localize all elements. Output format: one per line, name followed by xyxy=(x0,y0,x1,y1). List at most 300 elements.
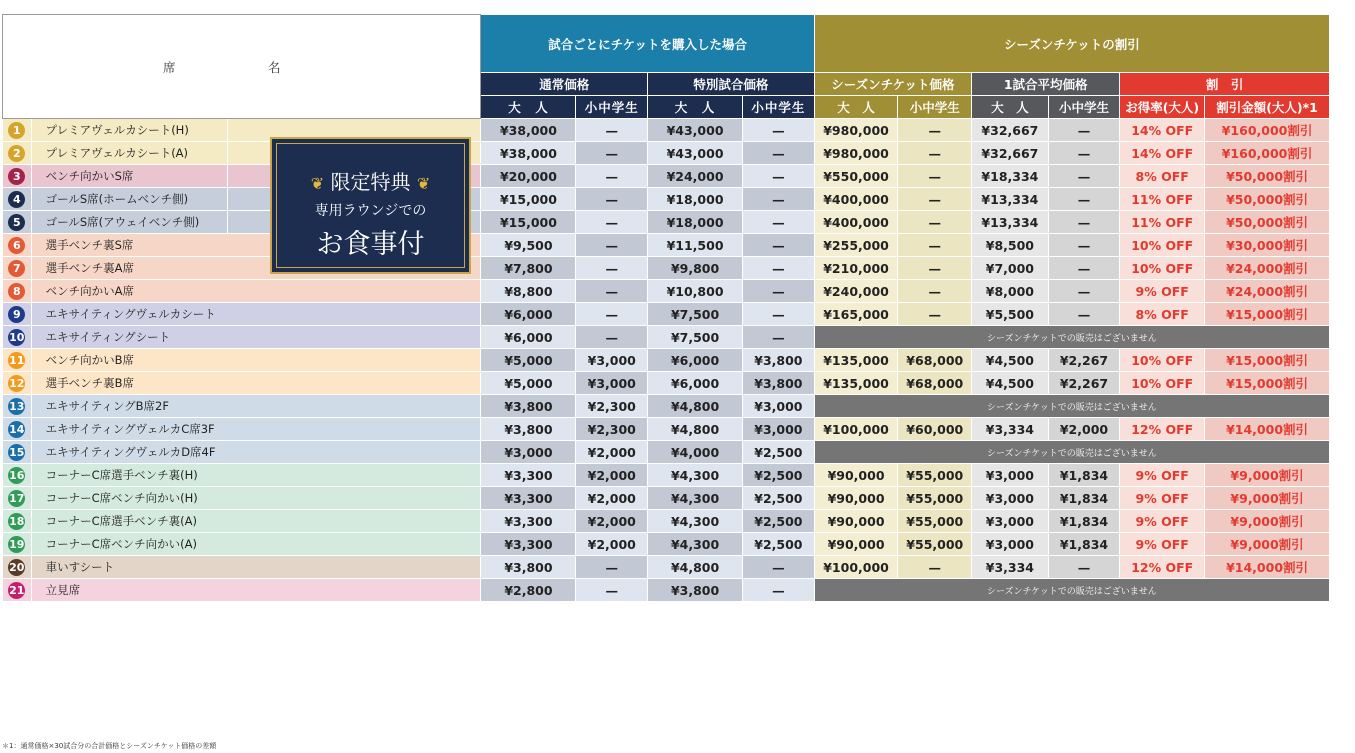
seat-number-badge: 18 xyxy=(9,514,25,528)
no-season-ticket-note: シーズンチケットでの販売はございません xyxy=(814,326,1329,349)
reg-c-cell: ¥2,000 xyxy=(576,487,648,510)
av-a-cell: ¥3,000 xyxy=(972,464,1049,487)
ss-c-cell: — xyxy=(898,119,972,142)
sp-c-cell: — xyxy=(743,119,815,142)
ss-c-cell: ¥60,000 xyxy=(898,418,972,441)
seat-number-badge: 4 xyxy=(8,191,25,208)
avg-price-header: 1試合平均価格 xyxy=(972,73,1120,96)
table-row xyxy=(3,234,1330,257)
seat-number-cell xyxy=(3,188,32,211)
reg-c-cell: — xyxy=(576,142,648,165)
ss-a-cell: ¥90,000 xyxy=(814,464,898,487)
seat-name: エキサイティングシート xyxy=(31,326,481,349)
seat-name: エキサイティングヴェルカC席3F xyxy=(31,418,481,441)
reg-c-cell: — xyxy=(576,165,648,188)
deal-rate: 11% OFF xyxy=(1120,188,1205,211)
sp-c-cell: ¥2,500 xyxy=(743,533,815,556)
promo-box xyxy=(270,137,471,274)
seat-number-badge: 9 xyxy=(8,306,25,323)
ss-a-cell: ¥210,000 xyxy=(814,257,898,280)
sp-c-cell: — xyxy=(743,556,815,579)
adult-header: 大 人 xyxy=(481,96,576,119)
table-row xyxy=(3,579,1330,602)
deal-rate: 8% OFF xyxy=(1120,165,1205,188)
reg-c-cell: — xyxy=(576,579,648,602)
season-ticket-price-table xyxy=(2,14,1330,602)
footnote: ＊1：通常価格×30試合分の合計価格とシーズンチケット価格の差額 xyxy=(2,742,217,750)
table-row xyxy=(3,372,1330,395)
discount-amount: ¥14,000割引 xyxy=(1205,418,1330,441)
ss-c-cell: — xyxy=(898,257,972,280)
discount-amount: ¥24,000割引 xyxy=(1205,280,1330,303)
reg-c-cell: — xyxy=(576,303,648,326)
ss-c-cell: — xyxy=(898,556,972,579)
deal-rate: 10% OFF xyxy=(1120,234,1205,257)
sp-c-cell: — xyxy=(743,257,815,280)
table-row xyxy=(3,533,1330,556)
reg-a-cell: ¥2,800 xyxy=(481,579,576,602)
seat-number-cell xyxy=(3,579,32,602)
sp-a-cell: ¥7,500 xyxy=(648,303,743,326)
discount-amount-header: 割引金額(大人)*1 xyxy=(1205,96,1330,119)
per-game-header: 試合ごとにチケットを購入した場合 xyxy=(481,15,814,73)
seat-number-badge: 2 xyxy=(8,145,25,162)
child-header: 小中学生 xyxy=(576,96,648,119)
table-row xyxy=(3,303,1330,326)
av-a-cell: ¥7,000 xyxy=(972,257,1049,280)
regular-price-header: 通常価格 xyxy=(481,73,648,96)
reg-c-cell: ¥2,000 xyxy=(576,510,648,533)
adult-header: 大 人 xyxy=(972,96,1049,119)
sp-a-cell: ¥18,000 xyxy=(648,211,743,234)
seat-number-cell xyxy=(3,234,32,257)
child-header: 小中学生 xyxy=(1048,96,1120,119)
av-a-cell: ¥13,334 xyxy=(972,211,1049,234)
reg-a-cell: ¥38,000 xyxy=(481,142,576,165)
seat-number-cell xyxy=(3,487,32,510)
av-c-cell: ¥2,267 xyxy=(1048,349,1120,372)
discount-amount: ¥50,000割引 xyxy=(1205,165,1330,188)
sp-c-cell: — xyxy=(743,326,815,349)
seat-number-badge: 14 xyxy=(9,422,25,436)
discount-amount: ¥160,000割引 xyxy=(1205,119,1330,142)
seat-number-badge: 8 xyxy=(8,283,25,300)
seat-number-cell xyxy=(3,510,32,533)
deal-rate: 12% OFF xyxy=(1120,556,1205,579)
sp-c-cell: ¥2,500 xyxy=(743,464,815,487)
seat-name: コーナーC席選手ベンチ裏(H) xyxy=(31,464,481,487)
deal-rate: 10% OFF xyxy=(1120,349,1205,372)
ss-c-cell: — xyxy=(898,188,972,211)
discount-amount: ¥15,000割引 xyxy=(1205,303,1330,326)
av-a-cell: ¥3,334 xyxy=(972,418,1049,441)
seat-name-header: 席 名 xyxy=(3,15,481,119)
sp-a-cell: ¥3,800 xyxy=(648,579,743,602)
seat-number-badge: 1 xyxy=(8,122,25,139)
seat-name: コーナーC席ベンチ向かい(H) xyxy=(31,487,481,510)
deal-rate: 10% OFF xyxy=(1120,372,1205,395)
reg-a-cell: ¥3,300 xyxy=(481,487,576,510)
table-row xyxy=(3,349,1330,372)
table-row xyxy=(3,418,1330,441)
ss-c-cell: — xyxy=(898,165,972,188)
seat-number-badge: 11 xyxy=(9,353,25,367)
seat-number-cell xyxy=(3,349,32,372)
seat-name: エキサイティングヴェルカD席4F xyxy=(31,441,481,464)
av-a-cell: ¥3,000 xyxy=(972,487,1049,510)
discount-amount: ¥9,000割引 xyxy=(1205,533,1330,556)
av-c-cell: — xyxy=(1048,165,1120,188)
reg-a-cell: ¥3,800 xyxy=(481,556,576,579)
av-a-cell: ¥4,500 xyxy=(972,372,1049,395)
seat-number-cell xyxy=(3,418,32,441)
season-price-header: シーズンチケット価格 xyxy=(814,73,971,96)
ss-c-cell: ¥55,000 xyxy=(898,533,972,556)
seat-number-cell xyxy=(3,441,32,464)
discount-amount: ¥50,000割引 xyxy=(1205,188,1330,211)
wheat-icon: ❦ xyxy=(310,174,325,193)
ss-a-cell: ¥90,000 xyxy=(814,533,898,556)
av-c-cell: — xyxy=(1048,280,1120,303)
ss-c-cell: — xyxy=(898,211,972,234)
reg-c-cell: ¥2,300 xyxy=(576,395,648,418)
seat-number-cell xyxy=(3,395,32,418)
sp-a-cell: ¥4,300 xyxy=(648,487,743,510)
deal-rate: 12% OFF xyxy=(1120,418,1205,441)
sp-c-cell: — xyxy=(743,142,815,165)
seat-name: 立見席 xyxy=(31,579,481,602)
table-row xyxy=(3,142,1330,165)
seat-number-cell xyxy=(3,533,32,556)
deal-rate-header: お得率(大人) xyxy=(1120,96,1205,119)
adult-header: 大 人 xyxy=(814,96,898,119)
sp-c-cell: — xyxy=(743,234,815,257)
table-row xyxy=(3,441,1330,464)
av-c-cell: — xyxy=(1048,188,1120,211)
table-row xyxy=(3,326,1330,349)
reg-a-cell: ¥5,000 xyxy=(481,372,576,395)
deal-rate: 10% OFF xyxy=(1120,257,1205,280)
sp-c-cell: — xyxy=(743,579,815,602)
seat-name: 選手ベンチ裏B席 xyxy=(31,372,481,395)
seat-number-badge: 5 xyxy=(8,214,25,231)
reg-a-cell: ¥8,800 xyxy=(481,280,576,303)
av-a-cell: ¥5,500 xyxy=(972,303,1049,326)
promo-title xyxy=(277,166,464,195)
sp-a-cell: ¥4,800 xyxy=(648,418,743,441)
av-c-cell: — xyxy=(1048,142,1120,165)
seat-number-cell xyxy=(3,372,32,395)
table-row xyxy=(3,211,1330,234)
discount-amount: ¥9,000割引 xyxy=(1205,464,1330,487)
reg-c-cell: — xyxy=(576,280,648,303)
ss-a-cell: ¥400,000 xyxy=(814,188,898,211)
av-a-cell: ¥13,334 xyxy=(972,188,1049,211)
seat-name: プレミアヴェルカシート(H) xyxy=(31,119,227,142)
ss-a-cell: ¥980,000 xyxy=(814,119,898,142)
reg-c-cell: ¥3,000 xyxy=(576,349,648,372)
seat-number-cell xyxy=(3,119,32,142)
ss-a-cell: ¥240,000 xyxy=(814,280,898,303)
ss-a-cell: ¥550,000 xyxy=(814,165,898,188)
table-row xyxy=(3,188,1330,211)
seat-name: コーナーC席選手ベンチ裏(A) xyxy=(31,510,481,533)
sp-c-cell: ¥3,800 xyxy=(743,349,815,372)
sp-a-cell: ¥43,000 xyxy=(648,119,743,142)
sp-c-cell: — xyxy=(743,165,815,188)
av-c-cell: — xyxy=(1048,234,1120,257)
av-a-cell: ¥32,667 xyxy=(972,119,1049,142)
reg-c-cell: ¥2,300 xyxy=(576,418,648,441)
ss-a-cell: ¥90,000 xyxy=(814,487,898,510)
discount-amount: ¥15,000割引 xyxy=(1205,349,1330,372)
av-c-cell: — xyxy=(1048,211,1120,234)
av-c-cell: — xyxy=(1048,257,1120,280)
reg-a-cell: ¥3,300 xyxy=(481,533,576,556)
sp-c-cell: ¥3,800 xyxy=(743,372,815,395)
av-a-cell: ¥8,500 xyxy=(972,234,1049,257)
discount-amount: ¥14,000割引 xyxy=(1205,556,1330,579)
av-a-cell: ¥18,334 xyxy=(972,165,1049,188)
ss-a-cell: ¥100,000 xyxy=(814,556,898,579)
seat-name: 車いすシート xyxy=(31,556,481,579)
seat-number-badge: 7 xyxy=(8,260,25,277)
ss-a-cell: ¥135,000 xyxy=(814,349,898,372)
seat-number-cell xyxy=(3,556,32,579)
seat-number-cell xyxy=(3,257,32,280)
ss-c-cell: ¥68,000 xyxy=(898,349,972,372)
reg-c-cell: ¥2,000 xyxy=(576,464,648,487)
av-c-cell: — xyxy=(1048,119,1120,142)
reg-c-cell: ¥2,000 xyxy=(576,441,648,464)
sp-c-cell: ¥2,500 xyxy=(743,487,815,510)
sp-a-cell: ¥4,300 xyxy=(648,464,743,487)
seat-name: ゴールS席(ホームベンチ側) xyxy=(31,188,227,211)
sp-c-cell: — xyxy=(743,188,815,211)
table-row xyxy=(3,165,1330,188)
deal-rate: 8% OFF xyxy=(1120,303,1205,326)
wheat-icon: ❦ xyxy=(416,174,431,193)
ss-c-cell: ¥68,000 xyxy=(898,372,972,395)
deal-rate: 14% OFF xyxy=(1120,142,1205,165)
ss-c-cell: ¥55,000 xyxy=(898,487,972,510)
sp-a-cell: ¥6,000 xyxy=(648,372,743,395)
reg-a-cell: ¥3,300 xyxy=(481,464,576,487)
deal-rate: 14% OFF xyxy=(1120,119,1205,142)
seat-number-cell xyxy=(3,142,32,165)
av-a-cell: ¥4,500 xyxy=(972,349,1049,372)
seat-number-badge: 16 xyxy=(9,468,25,482)
reg-a-cell: ¥15,000 xyxy=(481,188,576,211)
table-row xyxy=(3,556,1330,579)
seat-name: エキサイティングヴェルカシート xyxy=(31,303,481,326)
special-price-header: 特別試合価格 xyxy=(648,73,815,96)
sp-a-cell: ¥43,000 xyxy=(648,142,743,165)
ss-a-cell: ¥135,000 xyxy=(814,372,898,395)
sp-a-cell: ¥24,000 xyxy=(648,165,743,188)
ss-a-cell: ¥980,000 xyxy=(814,142,898,165)
seat-name: コーナーC席ベンチ向かい(A) xyxy=(31,533,481,556)
deal-rate: 9% OFF xyxy=(1120,510,1205,533)
ss-a-cell: ¥400,000 xyxy=(814,211,898,234)
sp-a-cell: ¥4,300 xyxy=(648,533,743,556)
reg-a-cell: ¥3,800 xyxy=(481,395,576,418)
seat-number-badge: 13 xyxy=(9,399,25,413)
reg-a-cell: ¥38,000 xyxy=(481,119,576,142)
reg-c-cell: ¥2,000 xyxy=(576,533,648,556)
sp-a-cell: ¥6,000 xyxy=(648,349,743,372)
table-row xyxy=(3,395,1330,418)
sp-a-cell: ¥9,800 xyxy=(648,257,743,280)
seat-number-cell xyxy=(3,464,32,487)
reg-a-cell: ¥7,800 xyxy=(481,257,576,280)
sp-a-cell: ¥10,800 xyxy=(648,280,743,303)
seat-name: ベンチ向かいB席 xyxy=(31,349,481,372)
av-c-cell: ¥1,834 xyxy=(1048,510,1120,533)
sp-a-cell: ¥4,000 xyxy=(648,441,743,464)
sp-a-cell: ¥4,800 xyxy=(648,556,743,579)
seat-number-cell xyxy=(3,211,32,234)
seat-number-badge: 21 xyxy=(9,583,25,597)
seat-number-badge: 15 xyxy=(9,445,25,459)
seat-number-cell xyxy=(3,165,32,188)
reg-a-cell: ¥6,000 xyxy=(481,326,576,349)
ss-a-cell: ¥100,000 xyxy=(814,418,898,441)
sp-a-cell: ¥4,300 xyxy=(648,510,743,533)
adult-header: 大 人 xyxy=(648,96,743,119)
price-rows xyxy=(3,119,1330,602)
seat-number-badge: 12 xyxy=(9,376,25,390)
seat-name: 選手ベンチ裏S席 xyxy=(31,234,481,257)
ss-a-cell: ¥90,000 xyxy=(814,510,898,533)
discount-amount: ¥30,000割引 xyxy=(1205,234,1330,257)
reg-c-cell: ¥3,000 xyxy=(576,372,648,395)
sp-c-cell: — xyxy=(743,211,815,234)
reg-c-cell: — xyxy=(576,119,648,142)
reg-a-cell: ¥3,800 xyxy=(481,418,576,441)
sp-c-cell: ¥3,000 xyxy=(743,418,815,441)
sp-c-cell: ¥3,000 xyxy=(743,395,815,418)
seat-name: ゴールS席(アウェイベンチ側) xyxy=(31,211,227,234)
child-header: 小中学生 xyxy=(898,96,972,119)
av-c-cell: — xyxy=(1048,303,1120,326)
sp-c-cell: — xyxy=(743,280,815,303)
discount-header: 割 引 xyxy=(1120,73,1330,96)
ss-c-cell: ¥55,000 xyxy=(898,464,972,487)
seat-number-badge: 6 xyxy=(8,237,25,254)
sp-a-cell: ¥11,500 xyxy=(648,234,743,257)
av-c-cell: ¥1,834 xyxy=(1048,487,1120,510)
seat-number-cell xyxy=(3,280,32,303)
reg-a-cell: ¥15,000 xyxy=(481,211,576,234)
sp-c-cell: ¥2,500 xyxy=(743,441,815,464)
no-season-ticket-note: シーズンチケットでの販売はございません xyxy=(814,579,1329,602)
discount-amount: ¥24,000割引 xyxy=(1205,257,1330,280)
season-discount-header: シーズンチケットの割引 xyxy=(814,15,1329,73)
av-c-cell: ¥2,000 xyxy=(1048,418,1120,441)
ss-a-cell: ¥255,000 xyxy=(814,234,898,257)
av-c-cell: ¥2,267 xyxy=(1048,372,1120,395)
av-a-cell: ¥3,000 xyxy=(972,510,1049,533)
reg-c-cell: — xyxy=(576,234,648,257)
table-row xyxy=(3,119,1330,142)
seat-name: エキサイティングB席2F xyxy=(31,395,481,418)
deal-rate: 9% OFF xyxy=(1120,487,1205,510)
seat-number-badge: 10 xyxy=(9,330,25,344)
deal-rate: 11% OFF xyxy=(1120,211,1205,234)
reg-c-cell: — xyxy=(576,211,648,234)
reg-a-cell: ¥3,000 xyxy=(481,441,576,464)
reg-a-cell: ¥9,500 xyxy=(481,234,576,257)
sp-a-cell: ¥18,000 xyxy=(648,188,743,211)
sp-c-cell: ¥2,500 xyxy=(743,510,815,533)
av-a-cell: ¥8,000 xyxy=(972,280,1049,303)
deal-rate: 9% OFF xyxy=(1120,280,1205,303)
table-row xyxy=(3,510,1330,533)
child-header: 小中学生 xyxy=(743,96,815,119)
deal-rate: 9% OFF xyxy=(1120,533,1205,556)
reg-c-cell: — xyxy=(576,556,648,579)
ss-c-cell: — xyxy=(898,234,972,257)
ss-c-cell: — xyxy=(898,142,972,165)
reg-c-cell: — xyxy=(576,326,648,349)
promo-main: お食事付 xyxy=(316,229,425,260)
table-row xyxy=(3,487,1330,510)
promo-frame xyxy=(276,143,465,268)
seat-name: プレミアヴェルカシート(A) xyxy=(31,142,227,165)
table-row xyxy=(3,464,1330,487)
av-c-cell: ¥1,834 xyxy=(1048,533,1120,556)
seat-name: ベンチ向かいS席 xyxy=(31,165,227,188)
av-a-cell: ¥3,334 xyxy=(972,556,1049,579)
seat-number-badge: 19 xyxy=(9,537,25,551)
av-c-cell: ¥1,834 xyxy=(1048,464,1120,487)
av-c-cell: — xyxy=(1048,556,1120,579)
discount-amount: ¥15,000割引 xyxy=(1205,372,1330,395)
no-season-ticket-note: シーズンチケットでの販売はございません xyxy=(814,441,1329,464)
ss-c-cell: ¥55,000 xyxy=(898,510,972,533)
discount-amount: ¥9,000割引 xyxy=(1205,510,1330,533)
sp-a-cell: ¥4,800 xyxy=(648,395,743,418)
seat-number-cell xyxy=(3,303,32,326)
table-row xyxy=(3,257,1330,280)
ss-a-cell: ¥165,000 xyxy=(814,303,898,326)
promo-subtitle: 専用ラウンジでの xyxy=(314,203,427,219)
sp-a-cell: ¥7,500 xyxy=(648,326,743,349)
deal-rate: 9% OFF xyxy=(1120,464,1205,487)
reg-a-cell: ¥5,000 xyxy=(481,349,576,372)
seat-number-cell xyxy=(3,326,32,349)
reg-a-cell: ¥20,000 xyxy=(481,165,576,188)
av-a-cell: ¥32,667 xyxy=(972,142,1049,165)
ss-c-cell: — xyxy=(898,303,972,326)
seat-name: 選手ベンチ裏A席 xyxy=(31,257,481,280)
discount-amount: ¥50,000割引 xyxy=(1205,211,1330,234)
seat-number-badge: 20 xyxy=(9,560,25,574)
seat-number-badge: 3 xyxy=(8,168,25,185)
reg-a-cell: ¥3,300 xyxy=(481,510,576,533)
av-a-cell: ¥3,000 xyxy=(972,533,1049,556)
reg-a-cell: ¥6,000 xyxy=(481,303,576,326)
reg-c-cell: — xyxy=(576,257,648,280)
promo-title-text: 限定特典 xyxy=(330,170,411,194)
seat-number-badge: 17 xyxy=(9,491,25,505)
discount-amount: ¥160,000割引 xyxy=(1205,142,1330,165)
ss-c-cell: — xyxy=(898,280,972,303)
no-season-ticket-note: シーズンチケットでの販売はございません xyxy=(814,395,1329,418)
seat-name: ベンチ向かいA席 xyxy=(31,280,481,303)
table-row xyxy=(3,280,1330,303)
